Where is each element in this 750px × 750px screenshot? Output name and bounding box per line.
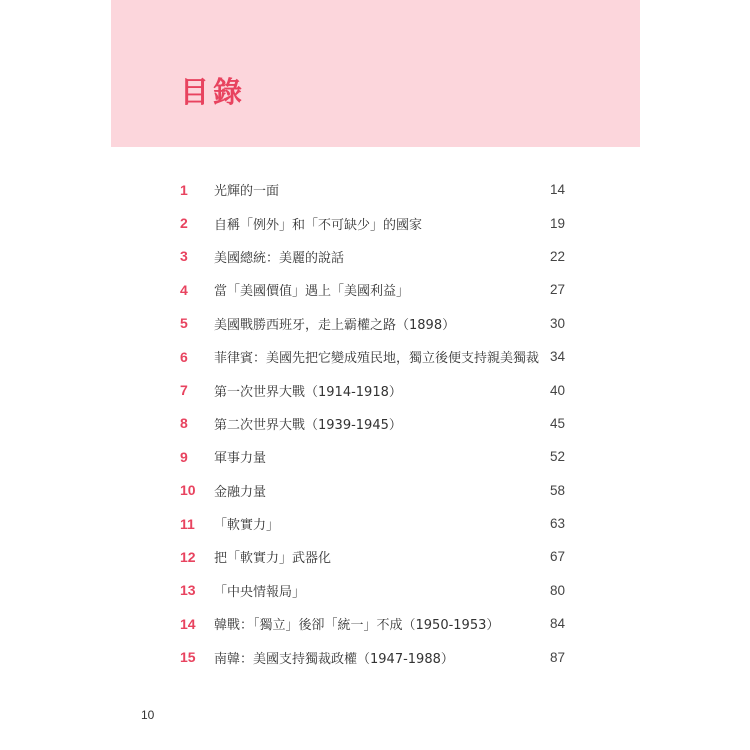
toc-entry[interactable] [180, 206, 565, 239]
toc-entry-page: 84 [549, 616, 565, 632]
toc-entry-title: 金融力量 [214, 484, 267, 500]
toc-entry-number: 7 [180, 382, 188, 399]
toc-entry-page: 22 [549, 248, 565, 264]
toc-entry-number: 3 [180, 248, 188, 265]
toc-entry-title: 美國戰勝西班牙，走上霸權之路（1898） [214, 317, 456, 333]
toc-entry[interactable] [180, 607, 565, 640]
toc-entry-number: 14 [180, 615, 196, 632]
toc-entry[interactable] [180, 340, 565, 373]
toc-entry-page: 52 [549, 449, 565, 465]
toc-entry[interactable] [180, 407, 565, 440]
toc-entry-number: 9 [180, 448, 188, 465]
toc-entry[interactable] [180, 574, 565, 607]
table-of-contents [180, 173, 565, 674]
page-title: 目錄 [180, 75, 247, 109]
toc-entry[interactable] [180, 540, 565, 573]
toc-entry-page: 45 [549, 415, 565, 431]
toc-entry-page: 34 [549, 349, 565, 365]
toc-entry-number: 10 [180, 482, 196, 499]
toc-entry-title: 光輝的一面 [214, 184, 280, 200]
toc-entry-number: 2 [180, 215, 188, 232]
toc-entry[interactable] [180, 173, 565, 206]
toc-entry-page: 87 [549, 649, 565, 665]
toc-entry-number: 6 [180, 348, 188, 365]
toc-entry-title: 把「軟實力」武器化 [214, 551, 332, 567]
toc-entry-page: 63 [549, 516, 565, 532]
toc-entry-title: 「中央情報局」 [214, 584, 306, 600]
toc-entry-page: 80 [549, 582, 565, 598]
toc-entry-number: 15 [180, 649, 196, 666]
toc-entry-number: 1 [180, 181, 188, 198]
toc-entry-title: 第一次世界大戰（1914-1918） [214, 384, 402, 400]
toc-entry-title: 軍事力量 [214, 451, 267, 467]
toc-entry[interactable] [180, 507, 565, 540]
toc-entry-number: 8 [180, 415, 188, 432]
toc-entry-page: 14 [549, 182, 565, 198]
toc-entry-number: 13 [180, 582, 196, 599]
toc-entry[interactable] [180, 307, 565, 340]
toc-entry[interactable] [180, 373, 565, 406]
toc-entry-number: 5 [180, 315, 188, 332]
toc-entry[interactable] [180, 640, 565, 673]
toc-entry-number: 4 [180, 281, 188, 298]
toc-entry-page: 40 [549, 382, 565, 398]
header-band [111, 0, 640, 147]
toc-entry[interactable] [180, 273, 565, 306]
toc-entry-title: 南韓：美國支持獨裁政權（1947-1988） [214, 651, 454, 667]
toc-entry-number: 11 [180, 515, 195, 532]
toc-entry-title: 菲律賓：美國先把它變成殖民地，獨立後便支持親美獨裁 [214, 351, 540, 367]
toc-entry-number: 12 [180, 548, 196, 565]
toc-entry[interactable] [180, 240, 565, 273]
toc-entry-title: 美國總統：美麗的說話 [214, 250, 345, 266]
toc-entry-title: 自稱「例外」和「不可缺少」的國家 [214, 217, 423, 233]
toc-entry-page: 58 [549, 482, 565, 498]
toc-entry-page: 67 [549, 549, 565, 565]
toc-entry[interactable] [180, 474, 565, 507]
toc-entry-page: 19 [549, 215, 565, 231]
toc-entry[interactable] [180, 440, 565, 473]
toc-entry-page: 27 [549, 282, 565, 298]
toc-entry-page: 30 [549, 315, 565, 331]
toc-entry-title: 韓戰：「獨立」後卻「統一」不成（1950-1953） [214, 618, 500, 634]
toc-entry-title: 「軟實力」 [214, 518, 280, 534]
toc-entry-title: 第二次世界大戰（1939-1945） [214, 417, 402, 433]
page-number: 10 [141, 708, 155, 722]
toc-entry-title: 當「美國價值」遇上「美國利益」 [214, 284, 410, 300]
